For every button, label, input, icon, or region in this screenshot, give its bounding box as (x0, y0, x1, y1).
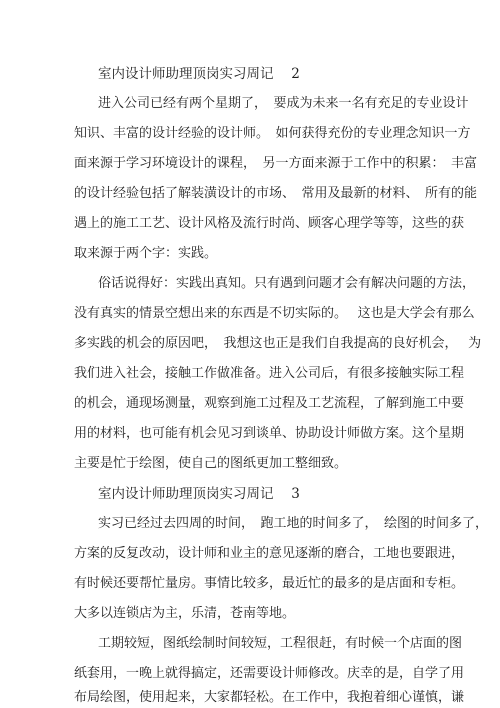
paragraph-line: 面来源于学习环境设计的课程， 另一方面来源于工作中的积累： 丰富 (74, 156, 478, 171)
paragraph-line: 纸套用，一晚上就得搞定，还需要设计师修改。庆幸的是，自学了用 (74, 666, 465, 681)
paragraph-line: 的机会，通现场测量，观察到施工过程及工艺流程，了解到施工中要 (74, 396, 465, 411)
paragraph-line: 主要是忙于绘图，使自己的图纸更加工整细致。 (74, 456, 348, 471)
paragraph-line: 多实践的机会的原因吧， 我想这也正是我们自我提高的良好机会， 为 (74, 336, 482, 351)
paragraph-line: 用的材料，也可能有机会见习到谈单、协助设计师做方案。这个星期 (74, 426, 465, 441)
paragraph-line: 没有真实的情景空想出来的东西是不切实际的。 这也是大学会有那么 (74, 306, 475, 321)
paragraph-line: 大多以连锁店为主，乐清，苍南等地。 (74, 606, 296, 621)
paragraph-line: 有时候还要帮忙量房。事情比较多，最近忙的最多的是店面和专柜。 (74, 576, 465, 591)
heading-weekly-journal-3: 室内设计师助理顶岗实习周记 3 (98, 486, 300, 502)
paragraph-line: 取来源于两个字：实践。 (74, 246, 218, 261)
paragraph-line: 俗话说得好：实践出真知。只有遇到问题才会有解决问题的方法， (98, 276, 476, 291)
paragraph-line: 实习已经过去四周的时间， 跑工地的时间多了， 绘图的时间多了， (98, 516, 489, 531)
paragraph-line: 遇上的施工工艺、设计风格及流行时尚、顾客心理学等等，这些的获 (74, 216, 465, 231)
paragraph-line: 知识、丰富的设计经验的设计师。 如何获得充份的专业理念知识一方 (74, 126, 471, 141)
paragraph-line: 布局绘图，使用起来，大家都轻松。在工作中，我抱着细心谨慎，谦 (74, 690, 465, 705)
paragraph-line: 的设计经验包括了解装潢设计的市场、 常用及最新的材料、 所有的能 (74, 186, 478, 201)
paragraph-line: 进入公司已经有两个星期了， 要成为未来一名有充足的专业设计 (98, 96, 469, 111)
paragraph-line: 我们进入社会，接触工作做准备。进入公司后，有很多接触实际工程 (74, 366, 465, 381)
paragraph-line: 工期较短，图纸绘制时间较短，工程很赶，有时候一个店面的图 (98, 636, 463, 651)
paragraph-line: 方案的反复改动，设计师和业主的意见逐渐的磨合，工地也要跟进， (74, 546, 465, 561)
heading-weekly-journal-2: 室内设计师助理顶岗实习周记 2 (98, 66, 300, 82)
